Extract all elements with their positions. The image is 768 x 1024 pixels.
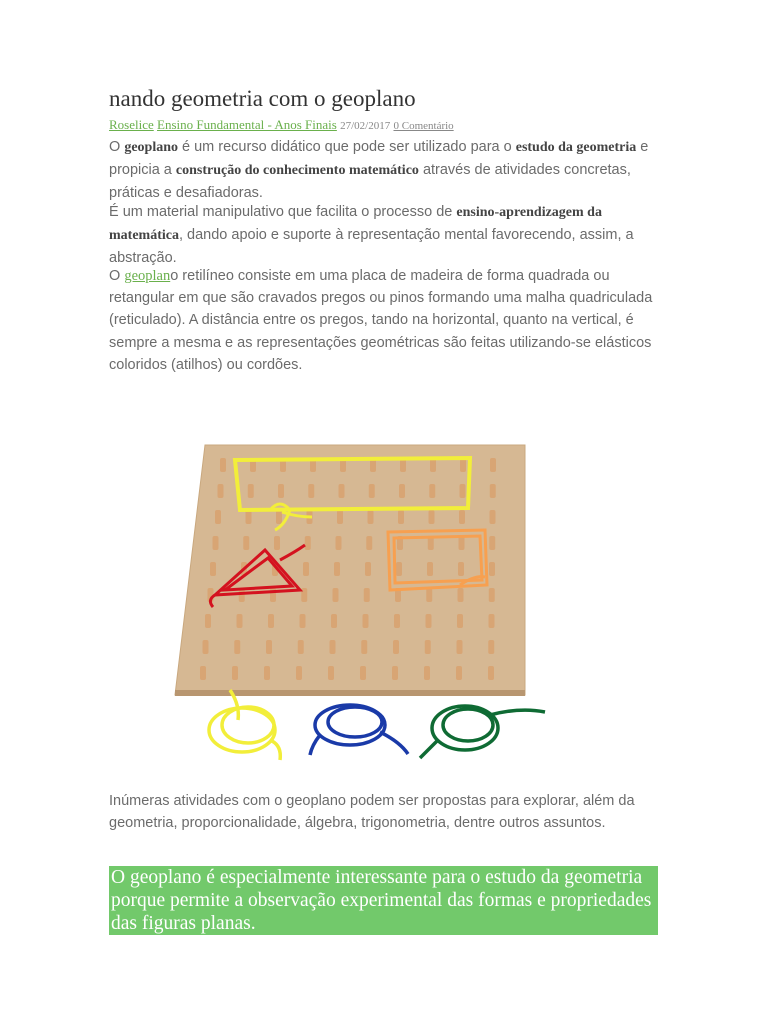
peg [490, 484, 496, 498]
peg [337, 510, 343, 524]
peg [200, 666, 206, 680]
peg [276, 510, 282, 524]
peg [264, 666, 270, 680]
peg [399, 484, 405, 498]
peg [460, 484, 466, 498]
geoplano-photo [170, 440, 550, 770]
yellow-lace-coil [209, 690, 280, 760]
peg [301, 588, 307, 602]
peg [328, 666, 334, 680]
peg [393, 640, 399, 654]
p1-bold-construcao: construção do conhecimento matemático [175, 163, 419, 179]
p1-text-3: e propicia a [109, 139, 649, 179]
peg [490, 510, 496, 524]
peg [336, 536, 342, 550]
author-link[interactable]: Roselice [109, 117, 154, 132]
peg [458, 562, 464, 576]
peg [363, 614, 369, 628]
peg [364, 588, 370, 602]
category-link[interactable]: Ensino Fundamental - Anos Finais [157, 117, 337, 132]
peg [361, 640, 367, 654]
peg [489, 562, 495, 576]
peg [210, 562, 216, 576]
peg [246, 510, 252, 524]
peg [427, 562, 433, 576]
peg [458, 588, 464, 602]
p2-text-2: , dando apoio e suporte à representação mental favorecendo, assim, a abstração. [109, 227, 634, 267]
peg [360, 666, 366, 680]
article-title: nando geometria com o geoplano [109, 86, 416, 111]
peg [459, 510, 465, 524]
peg [296, 666, 302, 680]
peg [456, 666, 462, 680]
peg [425, 640, 431, 654]
post-date: 27/02/2017 [340, 120, 391, 132]
peg [426, 588, 432, 602]
p3-text-2: o retilíneo consiste em uma placa de madeira de forma quadrada ou retangular em que são cravados pregos ou pinos formando uma malha quadriculada (reticulado). A distância entre os pregos, tando na horizontal, quanto na vertical, é sempre a mesma e as representações geométricas são feitas utilizando-se elásticos coloridos (atilhos) ou cordões. [109, 268, 653, 373]
peg [490, 458, 496, 472]
board-edge [175, 690, 525, 696]
peg [392, 666, 398, 680]
peg [331, 614, 337, 628]
peg [333, 588, 339, 602]
peg [396, 562, 402, 576]
peg [278, 484, 284, 498]
peg [365, 562, 371, 576]
p3-text-1: O [109, 268, 125, 284]
peg [215, 510, 221, 524]
peg [398, 510, 404, 524]
paragraph-intro [109, 136, 654, 205]
peg [266, 640, 272, 654]
peg [489, 588, 495, 602]
post-meta [109, 117, 454, 133]
paragraph-atividades: Inúmeras atividades com o geoplano podem ser propostas para explorar, além da geometria, proporcionalidade, álgebra, trigonometria, dentre outros assuntos. [109, 793, 635, 832]
peg [459, 536, 465, 550]
peg [429, 484, 435, 498]
peg [274, 536, 280, 550]
peg [488, 666, 494, 680]
peg [457, 614, 463, 628]
peg [300, 614, 306, 628]
paragraph-material [109, 201, 654, 270]
blue-lace-coil [310, 705, 408, 755]
peg [248, 484, 254, 498]
peg [232, 666, 238, 680]
peg [305, 536, 311, 550]
p1-bold-geoplano: geoplano [124, 140, 178, 155]
peg [203, 640, 209, 654]
peg [489, 614, 495, 628]
peg [334, 562, 340, 576]
p1-text-1: O [109, 139, 125, 155]
peg [330, 640, 336, 654]
peg [243, 536, 249, 550]
peg [237, 614, 243, 628]
p2-bold-ensino: ensino-aprendizagem da matemática [109, 205, 602, 244]
peg [308, 484, 314, 498]
peg [429, 510, 435, 524]
peg [205, 614, 211, 628]
peg [426, 614, 432, 628]
peg [369, 484, 375, 498]
p1-bold-estudo: estudo da geometria [515, 140, 637, 155]
peg [339, 484, 345, 498]
peg [213, 536, 219, 550]
highlight-box: O geoplano é especialmente interessante para o estudo da geometria porque permite a observação experimental das formas e propriedades das figuras planas. [109, 866, 658, 935]
p1-text-4: através de atividades concretas, práticas e desafiadoras. [109, 162, 631, 202]
peg [234, 640, 240, 654]
peg [298, 640, 304, 654]
peg [394, 614, 400, 628]
peg [488, 640, 494, 654]
p2-text-1: É um material manipulativo que facilita o processo de [109, 204, 457, 220]
comments-link[interactable]: 0 Comentário [393, 120, 454, 132]
p1-text-2: é um recurso didático que pode ser utilizado para o [178, 139, 516, 155]
peg [218, 484, 224, 498]
wooden-board [175, 445, 525, 695]
peg [424, 666, 430, 680]
paragraph-retilineo [109, 265, 654, 376]
peg [268, 614, 274, 628]
peg [457, 640, 463, 654]
green-lace-coil [420, 706, 545, 758]
peg [366, 536, 372, 550]
peg [368, 510, 374, 524]
peg [489, 536, 495, 550]
geoplano-link[interactable]: geoplan [124, 268, 171, 284]
peg [460, 458, 466, 472]
peg [303, 562, 309, 576]
peg [220, 458, 226, 472]
